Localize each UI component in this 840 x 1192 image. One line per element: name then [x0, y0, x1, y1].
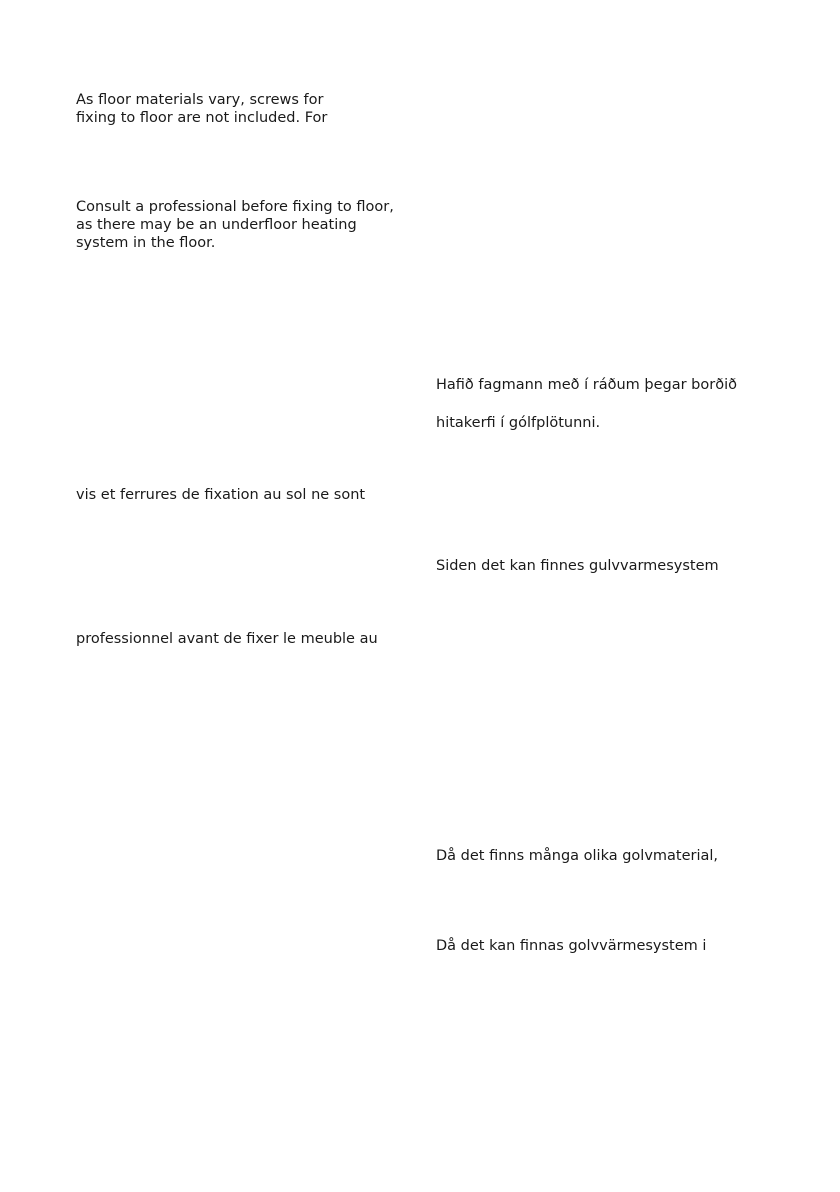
text-line: Då det finns många olika golvmaterial,: [436, 848, 719, 864]
swedish-heating-line: [436, 937, 706, 955]
text-line: fixing to floor are not included. For: [76, 110, 328, 126]
text-line: vis et ferrures de fixation au sol ne sont: [76, 487, 366, 503]
icelandic-heating-line: [436, 414, 600, 432]
text-line: Hafið fagmann með í ráðum þegar borðið: [436, 377, 737, 393]
text-line: as there may be an underfloor heating: [76, 217, 357, 233]
text-line: As floor materials vary, screws for: [76, 92, 324, 108]
text-line: hitakerfi í gólfplötunni.: [436, 415, 601, 431]
english-floor-screws-paragraph: [76, 91, 327, 127]
norwegian-heating-line: [436, 557, 719, 575]
french-screws-line: [76, 486, 365, 504]
swedish-floor-materials-line: [436, 847, 718, 865]
text-line: system in the floor.: [76, 235, 216, 251]
text-line: Consult a professional before fixing to floor,: [76, 199, 394, 215]
text-line: Siden det kan finnes gulvvarmesystem: [436, 558, 719, 574]
text-line: professionnel avant de fixer le meuble au: [76, 631, 378, 647]
icelandic-professional-line: [436, 376, 737, 394]
text-line: Då det kan finnas golvvärmesystem i: [436, 938, 707, 954]
english-consult-paragraph: [76, 198, 394, 252]
french-professional-line: [76, 630, 378, 648]
